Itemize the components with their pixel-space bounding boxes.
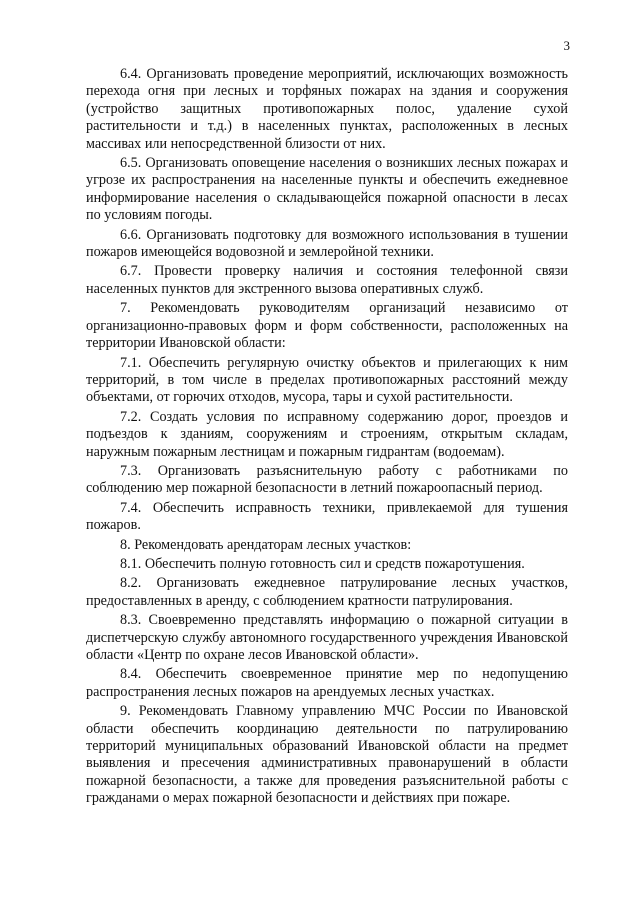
paragraph-8-4: 8.4. Обеспечить своевременное принятие мер по недопущению распространения лесных пожаров на арендуемых лесных участках.: [86, 666, 568, 700]
paragraph-8-2: 8.2. Организовать ежедневное патрулирование лесных участков, предоставленных в аренду, с соблюдением кратности патрулирования.: [86, 575, 568, 609]
paragraph-7-2: 7.2. Создать условия по исправному содержанию дорог, проездов и подъездов к зданиям, сооружениям и строениям, открытым складам, наружным пожарным лестницам и пожарным гидрантам (водоемам).: [86, 408, 568, 460]
paragraph-9: 9. Рекомендовать Главному управлению МЧС России по Ивановской области обеспечить координацию деятельности по патрулированию территорий муниципальных образований Ивановской области на предмет выявления и пресечения административных правонарушений в области пожарной безопасности, а также для проведения разъяснительной работы с гражданами о мерах пожарной безопасности и действиях при пожаре.: [86, 703, 568, 807]
paragraph-7-4: 7.4. Обеспечить исправность техники, привлекаемой для тушения пожаров.: [86, 499, 568, 534]
paragraph-6-5: 6.5. Организовать оповещение населения о возникших лесных пожарах и угрозе их распространения на населенные пункты и обеспечить ежедневное информирование населения о складывающейся пожарной опасности в лесах по условиям погоды.: [86, 155, 568, 224]
paragraph-8-3: 8.3. Своевременно представлять информацию о пожарной ситуации в диспетчерскую службу автономного государственного учреждения Ивановской области «Центр по охране лесов Ивановской области».: [86, 612, 568, 663]
page-number: 3: [563, 38, 570, 53]
document-body: [86, 66, 568, 810]
paragraph-8-1: 8.1. Обеспечить полную готовность сил и средств пожаротушения.: [120, 555, 525, 572]
paragraph-6-7: 6.7. Провести проверку наличия и состояния телефонной связи населенных пунктов для экстренного вызова оперативных служб.: [86, 263, 568, 297]
paragraph-6-6: 6.6. Организовать подготовку для возможного использования в тушении пожаров имеющейся водовозной и землеройной техники.: [86, 226, 568, 261]
paragraph-8: 8. Рекомендовать арендаторам лесных участков:: [120, 536, 412, 553]
paragraph-6-4: 6.4. Организовать проведение мероприятий, исключающих возможность перехода огня при лесных и торфяных пожарах на здания и сооружения (устройство защитных противопожарных полос, удаление сухой растительности и т.д.) в населенных пунктах, расположенных в лесных массивах или непосредственной близости от них.: [86, 66, 568, 152]
paragraph-7-1: 7.1. Обеспечить регулярную очистку объектов и прилегающих к ним территорий, в том числе в пределах противопожарных расстояний между объектами, от горючих отходов, мусора, тары и сухой растительности.: [86, 354, 568, 406]
paragraph-7: 7. Рекомендовать руководителям организаций независимо от организационно-правовых форм и форм собственности, расположенных на территории Ивановской области:: [86, 300, 568, 352]
paragraph-7-3: 7.3. Организовать разъяснительную работу с работниками по соблюдению мер пожарной безопасности в летний пожароопасный период.: [86, 462, 568, 497]
